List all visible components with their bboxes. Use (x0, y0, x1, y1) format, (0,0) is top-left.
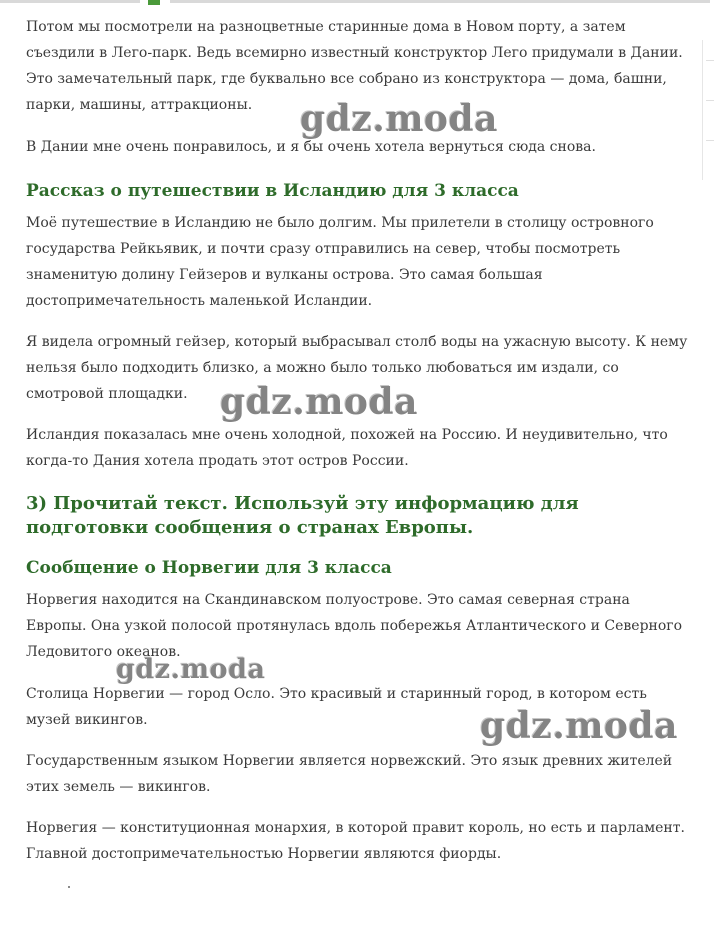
paragraph-norway-capital: Столица Норвегии — город Осло. Это красивый и старинный город, в котором есть музей викингов. (26, 686, 647, 728)
heading-task-3: 3) Прочитай текст. Используй эту информацию для подготовки сообщения о странах Европы. (26, 493, 579, 538)
sidebar-tick (706, 140, 714, 141)
sidebar-tick (706, 100, 714, 101)
watermark-logo: gdz.moda (116, 654, 266, 685)
paragraph-iceland-conclusion: Исландия показалась мне очень холодной, похожей на Россию. И неудивительно, что когда-то Дания хотела продать этот остров России. (26, 427, 668, 469)
nav-green-marker (148, 0, 160, 5)
paragraph-iceland-geyser: Я видела огромный гейзер, который выбрасывал столб воды на ужасную высоту. К нему нельзя было подходить близко, а можно было только любоваться им издали, со смотровой площадки. (26, 334, 688, 402)
paragraph-denmark-lego: Потом мы посмотрели на разноцветные старинные дома в Новом порту, а затем съездили в Лего-парк. Ведь всемирно известный конструктор Лего придумали в Дании. Это замечательный парк, где буквально все собрано из конструктора — дома, башни, парки, машины, аттракционы. (26, 19, 683, 113)
nav-bar-fragment (0, 0, 140, 3)
paragraph-norway-language: Государственным языком Норвегии является норвежский. Это язык древних жителей этих земель — викингов. (26, 753, 673, 795)
top-navigation-strip (0, 0, 717, 6)
paragraph-norway-location: Норвегия находится на Скандинавском полуострове. Это самая северная страна Европы. Она узкой полосой протянулась вдоль побережья Атлантического и Северного Ледовитого океанов. (26, 592, 683, 660)
sidebar-edge (702, 40, 717, 180)
sidebar-tick (706, 60, 714, 61)
heading-norway-report: Сообщение о Норвегии для 3 класса (26, 558, 392, 578)
paragraph-norway-monarchy: Норвегия — конституционная монархия, в которой правит король, но есть и парламент. Главной достопримечательностью Норвегии являются фиорды. (26, 820, 685, 862)
watermark-logo: gdz.moda (480, 705, 678, 747)
paragraph-denmark-conclusion: В Дании мне очень понравилось, и я бы очень хотела вернуться сюда снова. (26, 139, 596, 155)
footer-dot (68, 886, 70, 888)
watermark-logo: gdz.moda (300, 98, 498, 140)
nav-bar-fragment (170, 0, 710, 3)
paragraph-iceland-trip: Моё путешествие в Исландию не было долгим. Мы прилетели в столицу островного государства Рейкьявик, и почти сразу отправились на север, чтобы посмотреть знаменитую долину Гейзеров и вулканы острова. Это самая большая достопримечательность маленькой Исландии. (26, 215, 654, 309)
watermark-logo: gdz.moda (220, 381, 418, 423)
heading-iceland-story: Рассказ о путешествии в Исландию для 3 класса (26, 181, 519, 201)
